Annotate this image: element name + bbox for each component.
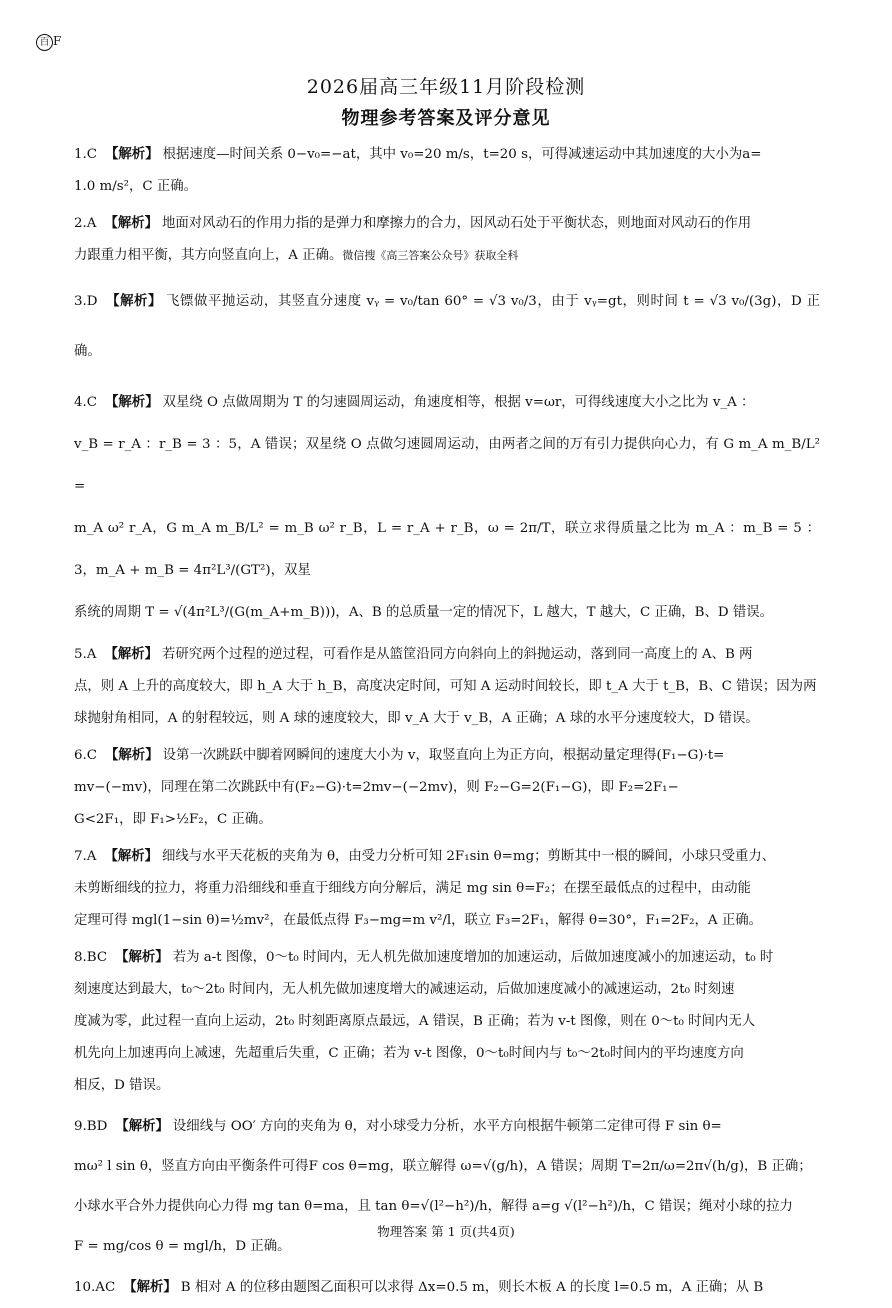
- watermark-note: 微信搜《高三答案公众号》获取全科: [342, 249, 519, 262]
- answer-text: 若为 a-t 图像，0～t₀ 时间内，无人机先做加速度增加的加速运动，后做加速度减小的加速运动，t₀ 时: [172, 950, 774, 965]
- answer-line: 刻速度达到最大，t₀～2t₀ 时间内，无人机先做加速度增大的减速运动，后做加速度减小的减速运动，2t₀ 时刻速: [74, 982, 735, 997]
- answer-item-2: [74, 207, 820, 272]
- answer-item-5: [74, 638, 820, 735]
- answer-line: 相反，D 错误。: [74, 1078, 170, 1093]
- answer-line: [74, 240, 820, 272]
- corner-letter: F: [53, 34, 62, 48]
- answer-item-3: [74, 276, 820, 377]
- answer-line: [74, 276, 820, 377]
- answer-line: 球抛射角相同，A 的射程较远，则 A 球的速度较大，即 v_A 大于 v_B，A 正确；A 球的水平分速度较大，D 错误。: [74, 711, 759, 726]
- analysis-tag: 【解析】: [105, 394, 159, 410]
- answer-line: F = mg/cos θ = mgl/h，D 正确。: [74, 1239, 291, 1254]
- answer-item-6: [74, 739, 820, 836]
- answer-line: 未剪断细线的拉力，将重力沿细线和垂直于细线方向分解后，满足 mg sin θ=F₂；在摆至最低点的过程中，由动能: [74, 881, 751, 896]
- answer-item-4: [74, 381, 820, 634]
- analysis-tag: 【解析】: [115, 949, 169, 965]
- analysis-tag: 【解析】: [115, 1118, 169, 1134]
- document-subtitle: 物理参考答案及评分意见: [341, 108, 551, 129]
- page-footer: 物理答案 第 1 页(共4页): [377, 1224, 515, 1239]
- answer-number: 6.C: [74, 748, 98, 763]
- answer-text: 设细线与 OO′ 方向的夹角为 θ，对小球受力分析，水平方向根据牛顿第二定律可得 F sin θ=: [172, 1119, 722, 1134]
- answer-item-1: [74, 138, 820, 203]
- answer-number: 5.A: [74, 647, 97, 662]
- answer-line: 机先向上加速再向上减速，先超重后失重，C 正确；若为 v-t 图像，0～t₀时间内与 t₀～2t₀时间内的平均速度方向: [74, 1046, 744, 1061]
- answer-number: 2.A: [74, 216, 97, 231]
- answer-number: 4.C: [74, 395, 98, 410]
- answer-line: [74, 207, 820, 240]
- answer-line: 定理可得 mgl(1−sin θ)=½mv²，在最低点得 F₃−mg=m v²/l，联立 F₃=2F₁，解得 θ=30°，F₁=2F₂，A 正确。: [74, 913, 763, 928]
- analysis-tag: 【解析】: [105, 293, 163, 309]
- answer-list: [74, 138, 820, 1308]
- answer-line: [74, 381, 820, 424]
- answer-line: 1.0 m/s²，C 正确。: [74, 179, 198, 194]
- document-title: 2026届高三年级11月阶段检测: [306, 76, 586, 98]
- answer-line: G<2F₁，即 F₁>½F₂，C 正确。: [74, 812, 272, 827]
- answer-number: 1.C: [74, 147, 98, 162]
- analysis-tag: 【解析】: [123, 1279, 177, 1295]
- answer-item-9: [74, 1106, 820, 1267]
- circled-mark: 百: [36, 34, 53, 51]
- answer-text: 细线与水平天花板的夹角为 θ，由受力分析可知 2F₁sin θ=mg；剪断其中一根的瞬间，小球只受重力、: [162, 849, 776, 864]
- answer-line: [74, 840, 820, 873]
- answer-line: [74, 638, 820, 671]
- answer-line: 点，则 A 上升的高度较大，即 h_A 大于 h_B，高度决定时间，可知 A 运动时间较长，即 t_A 大于 t_B，B、C 错误；因为两: [74, 679, 817, 694]
- answer-number: 9.BD: [74, 1119, 108, 1134]
- answer-text: 地面对风动石的作用力指的是弹力和摩擦力的合力，因风动石处于平衡状态，则地面对风动石的作用: [162, 216, 752, 231]
- answer-line: m_A ω² r_A，G m_A m_B/L² = m_B ω² r_B，L = r_A + r_B，ω = 2π/T，联立求得质量之比为 m_A ：m_B = 5 ：3，m_A + m_B = 4π²L³/(GT²)，双星: [74, 521, 820, 578]
- answer-item-8: [74, 941, 820, 1102]
- answer-number: 3.D: [74, 294, 98, 309]
- answer-line: mω² l sin θ，竖直方向由平衡条件可得F cos θ=mg，联立解得 ω=√(g/h)，A 错误；周期 T=2π/ω=2π√(h/g)，B 正确；: [74, 1159, 812, 1174]
- answer-line: mv−(−mv)，同理在第二次跳跃中有(F₂−G)·t=2mv−(−2mv)，则 F₂−G=2(F₁−G)，即 F₂=2F₁−: [74, 780, 679, 795]
- answer-text: 力跟重力相平衡，其方向竖直向上，A 正确。: [74, 248, 343, 263]
- answer-line: [74, 1271, 820, 1304]
- answer-line: [74, 739, 820, 772]
- answer-line: 系统的周期 T = √(4π²L³/(G(m_A+m_B)))，A、B 的总质量一定的情况下，L 越大，T 越大，C 正确，B、D 错误。: [74, 605, 774, 620]
- answer-text: 设第一次跳跃中脚着网瞬间的速度大小为 v，取竖直向上为正方向，根据动量定理得(F₁−G)·t=: [162, 748, 725, 763]
- answer-line: [74, 1106, 820, 1147]
- answer-text: 根据速度—时间关系 0−v₀=−at，其中 v₀=20 m/s，t=20 s，可得减速运动中其加速度的大小为a=: [162, 147, 762, 162]
- answer-item-7: [74, 840, 820, 937]
- answer-number: 10.AC: [74, 1280, 116, 1295]
- answer-line: 度减为零，此过程一直向上运动，2t₀ 时刻距离原点最远，A 错误，B 正确；若为 v-t 图像，则在 0～t₀ 时间内无人: [74, 1014, 756, 1029]
- analysis-tag: 【解析】: [104, 646, 159, 662]
- analysis-tag: 【解析】: [105, 747, 159, 763]
- answer-number: 8.BC: [74, 950, 108, 965]
- answer-number: 7.A: [74, 849, 97, 864]
- answer-line: v_B = r_A ：r_B = 3 ：5，A 错误；双星绕 O 点做匀速圆周运动，由两者之间的万有引力提供向心力，有 G m_A m_B/L² =: [74, 437, 820, 494]
- analysis-tag: 【解析】: [104, 848, 159, 864]
- answer-text: 双星绕 O 点做周期为 T 的匀速圆周运动，角速度相等，根据 v=ωr，可得线速度大小之比为 v_A ：: [162, 395, 755, 410]
- answer-text: 若研究两个过程的逆过程，可看作是从篮筐沿同方向斜向上的斜抛运动，落到同一高度上的 A、B 两: [162, 647, 753, 662]
- answer-line: 小球水平合外力提供向心力得 mg tan θ=ma，且 tan θ=√(l²−h²)/h，解得 a=g √(l²−h²)/h，C 错误；绳对小球的拉力: [74, 1199, 793, 1214]
- analysis-tag: 【解析】: [105, 146, 159, 162]
- answer-line: [74, 138, 820, 171]
- corner-mark: [36, 34, 61, 51]
- answer-text: 飞镖做平抛运动，其竖直分速度 vᵧ = v₀/tan 60° = √3 v₀/3，由于 vᵧ=gt，则时间 t = √3 v₀/(3g)，D 正确。: [74, 294, 821, 359]
- answer-item-10: [74, 1271, 820, 1304]
- answer-text: B 相对 A 的位移由题图乙面积可以求得 Δx=0.5 m，则长木板 A 的长度 l=0.5 m，A 正确；从 B: [180, 1280, 764, 1295]
- analysis-tag: 【解析】: [104, 215, 159, 231]
- answer-line: [74, 941, 820, 974]
